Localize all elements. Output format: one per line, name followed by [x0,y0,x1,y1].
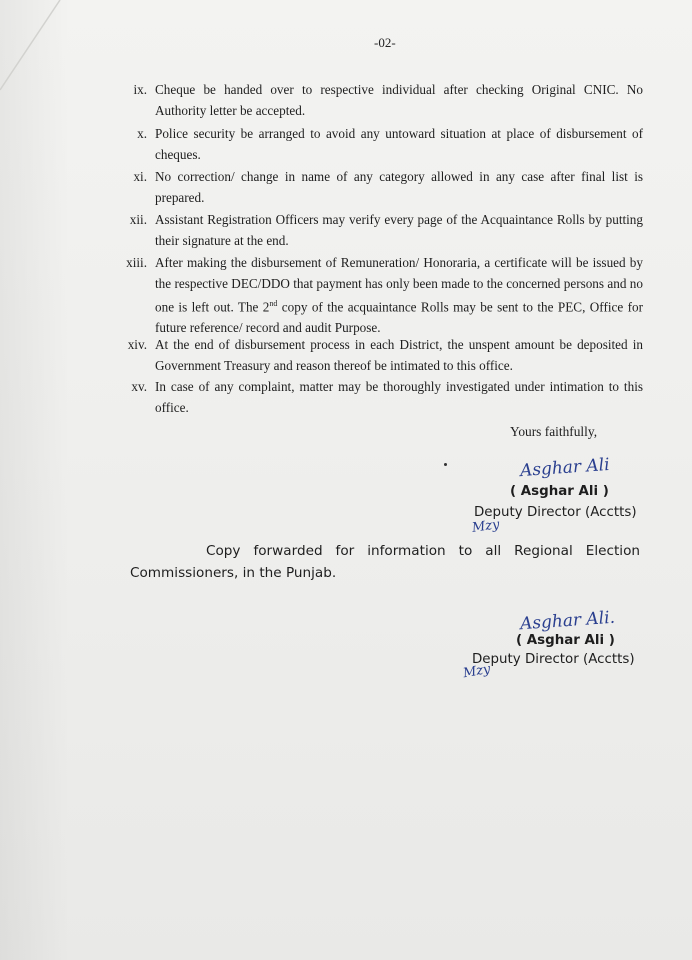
item-numeral: xiv. [127,337,147,352]
list-item [133,80,643,121]
item-numeral: xv. [131,379,147,394]
item-text [155,253,643,338]
closing-salutation: Yours faithfully, [510,424,598,439]
signatory-name: ( Asghar Ali ) [510,484,609,499]
signatory-designation: Deputy Director (Acctts) [472,652,635,667]
copy-forwarded-paragraph [130,540,640,584]
list-item [131,377,643,418]
copy-forwarded-line: Copy forwarded for information to all Regional Election [206,543,640,559]
handwritten-signature: Asghar Ali. [519,607,616,635]
page-shadow [0,0,70,960]
list-item [126,253,643,338]
list-item [129,210,643,251]
signatory-designation: Deputy Director (Acctts) [474,505,637,520]
item-text: No correction/ change in name of any category allowed in any case after final list is prepared. [155,169,643,205]
list-item [133,167,643,208]
item-numeral: xii. [129,212,147,227]
item-text: At the end of disbursement process in each District, the unspent amount be deposited in Government Treasury and reason thereof be intimated to this office. [155,337,643,373]
list-item [137,124,643,165]
list-item [127,335,643,376]
superscript: nd [269,299,278,308]
item-numeral: xiii. [126,255,147,270]
ink-dot [444,463,447,466]
handwritten-signature: Asghar Ali [519,454,611,482]
copy-forwarded-line: Commissioners, in the Punjab. [130,565,337,581]
item-text: Police security be arranged to avoid any untoward situation at place of disbursement of cheques. [155,126,643,162]
item-text: Assistant Registration Officers may verify every page of the Acquaintance Rolls by putting their signature at the end. [155,212,643,248]
item-text: In case of any complaint, matter may be thoroughly investigated under intimation to this office. [155,379,643,415]
handwritten-initials: Mzy [471,517,501,536]
item-numeral: x. [137,126,147,141]
item-numeral: ix. [133,82,147,97]
item-text-part: After making the disbursement of Remuneration/ Honoraria, a certificate will be issued by the respective DEC/DDO that payment has only been made to the concerned persons and no one is left out. The 2 [155,255,643,315]
handwritten-initials: Mzy [461,661,492,682]
signatory-name: ( Asghar Ali ) [516,633,615,648]
item-text-part: copy of the acquaintance Rolls may be sent to the PEC, Office for future reference/ record and audit Purpose. [155,299,643,335]
page-number: -02- [374,35,396,50]
item-text: Cheque be handed over to respective individual after checking Original CNIC. No Authority letter be accepted. [155,82,643,118]
item-numeral: xi. [133,169,147,184]
